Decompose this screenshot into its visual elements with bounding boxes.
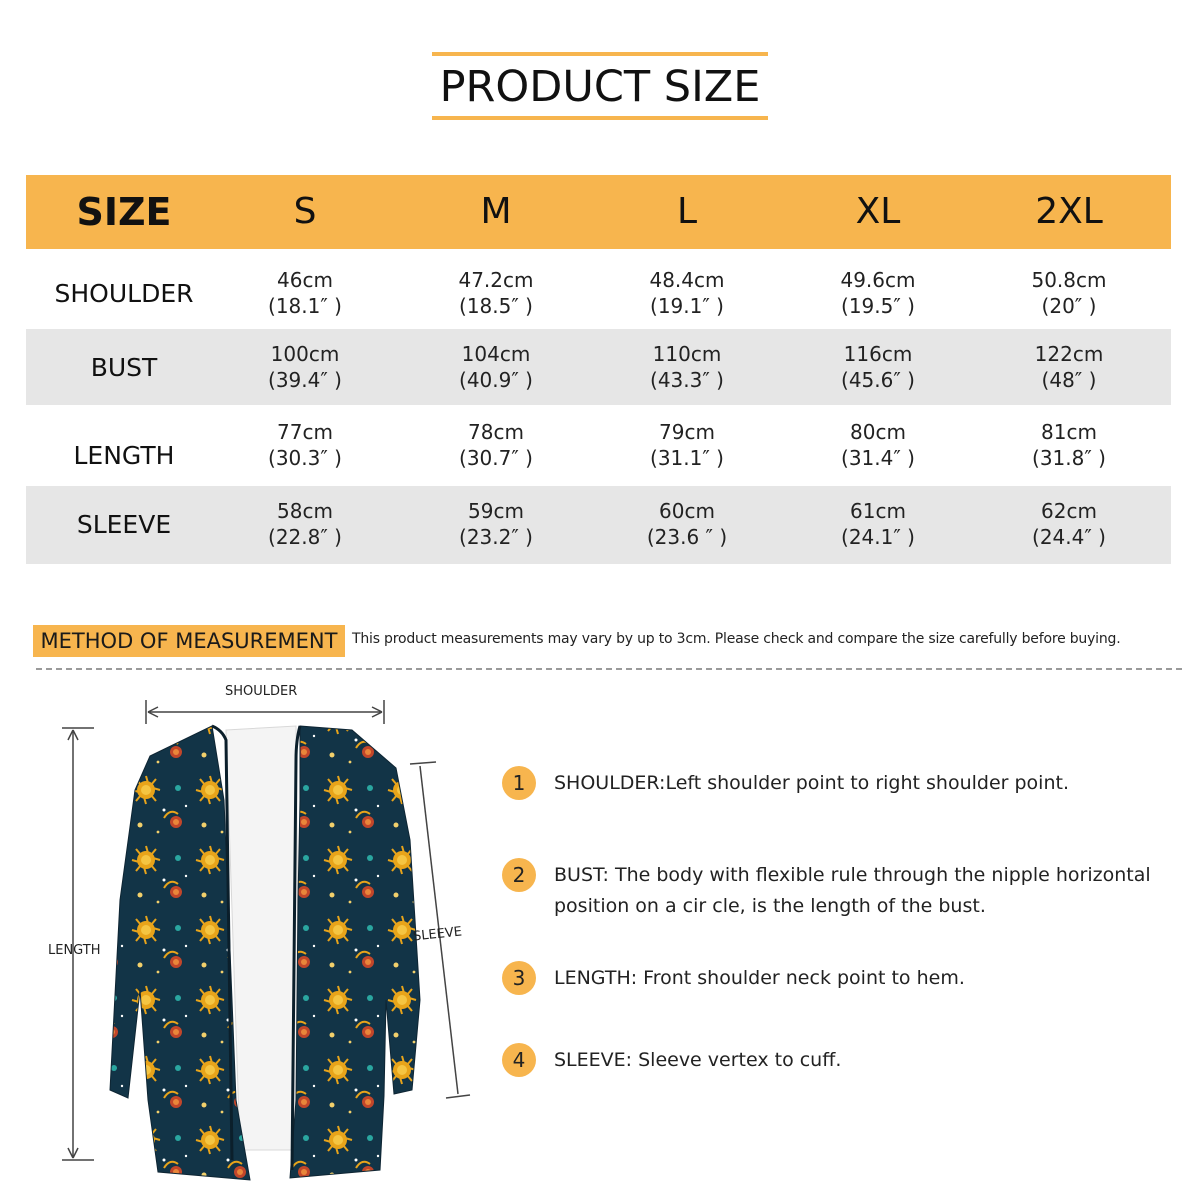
row-label: SLEEVE [76, 510, 172, 539]
table-header [26, 175, 1171, 249]
table-cell: 61cm (24.1″ ) [841, 499, 915, 549]
table-cell: 77cm (30.3″ ) [268, 420, 342, 470]
step-number-badge: 2 [502, 858, 536, 892]
table-cell: 81cm (31.8″ ) [1032, 420, 1106, 470]
table-cell: 100cm (39.4″ ) [268, 342, 342, 392]
table-cell: 80cm (31.4″ ) [841, 420, 915, 470]
table-cell: 50.8cm (20″ ) [1031, 268, 1107, 318]
table-cell: 58cm (22.8″ ) [268, 499, 342, 549]
table-cell: 78cm (30.7″ ) [459, 420, 533, 470]
table-row-bust [26, 329, 1171, 405]
row-label: LENGTH [73, 441, 175, 470]
measurement-disclaimer: This product measurements may vary by up to 3cm. Please check and compare the size carefully before buying. [352, 631, 1121, 647]
header-2xl: 2XL [1035, 191, 1103, 232]
step-number-badge: 4 [502, 1043, 536, 1077]
table-row-length [26, 407, 1171, 483]
row-label: SHOULDER [54, 279, 194, 308]
table-cell: 60cm (23.6 ″ ) [646, 499, 728, 549]
sleeve-label: SLEEVE [412, 924, 463, 945]
header-m: M [480, 191, 512, 232]
table-row-sleeve [26, 486, 1171, 564]
table-cell: 110cm (43.3″ ) [650, 342, 724, 392]
shoulder-measure-arrow [146, 700, 384, 724]
row-label: BUST [90, 353, 158, 382]
table-cell: 59cm (23.2″ ) [459, 499, 533, 549]
shoulder-label: SHOULDER [225, 684, 298, 699]
header-xl: XL [855, 191, 901, 232]
table-cell: 47.2cm (18.5″ ) [458, 268, 534, 318]
divider [36, 668, 1182, 670]
length-label: LENGTH [48, 943, 101, 958]
method-heading: METHOD OF MEASUREMENT [33, 625, 345, 657]
title-frame [432, 52, 768, 120]
step-number-badge: 1 [502, 766, 536, 800]
page-title: PRODUCT SIZE [439, 62, 761, 112]
step-text: BUST: The body with flexible rule through the nipple horizontal position on a cir cle, is the length of the bust. [554, 864, 1151, 917]
header-size: SIZE [76, 190, 172, 234]
table-cell: 79cm (31.1″ ) [650, 420, 724, 470]
table-cell: 62cm (24.4″ ) [1032, 499, 1106, 549]
step-text: SHOULDER:Left shoulder point to right shoulder point. [554, 772, 1069, 794]
table-cell: 104cm (40.9″ ) [459, 342, 533, 392]
step-number-badge: 3 [502, 961, 536, 995]
table-cell: 49.6cm (19.5″ ) [840, 268, 916, 318]
step-text: LENGTH: Front shoulder neck point to hem. [554, 967, 965, 989]
table-cell: 46cm (18.1″ ) [268, 268, 342, 318]
table-cell: 122cm (48″ ) [1034, 342, 1104, 392]
step-text: SLEEVE: Sleeve vertex to cuff. [554, 1049, 842, 1071]
table-cell: 48.4cm (19.1″ ) [649, 268, 725, 318]
header-l: L [676, 191, 698, 232]
table-cell: 116cm (45.6″ ) [841, 342, 915, 392]
table-row-shoulder [26, 255, 1171, 329]
header-s: S [293, 191, 317, 232]
cardigan-image [110, 726, 420, 1180]
